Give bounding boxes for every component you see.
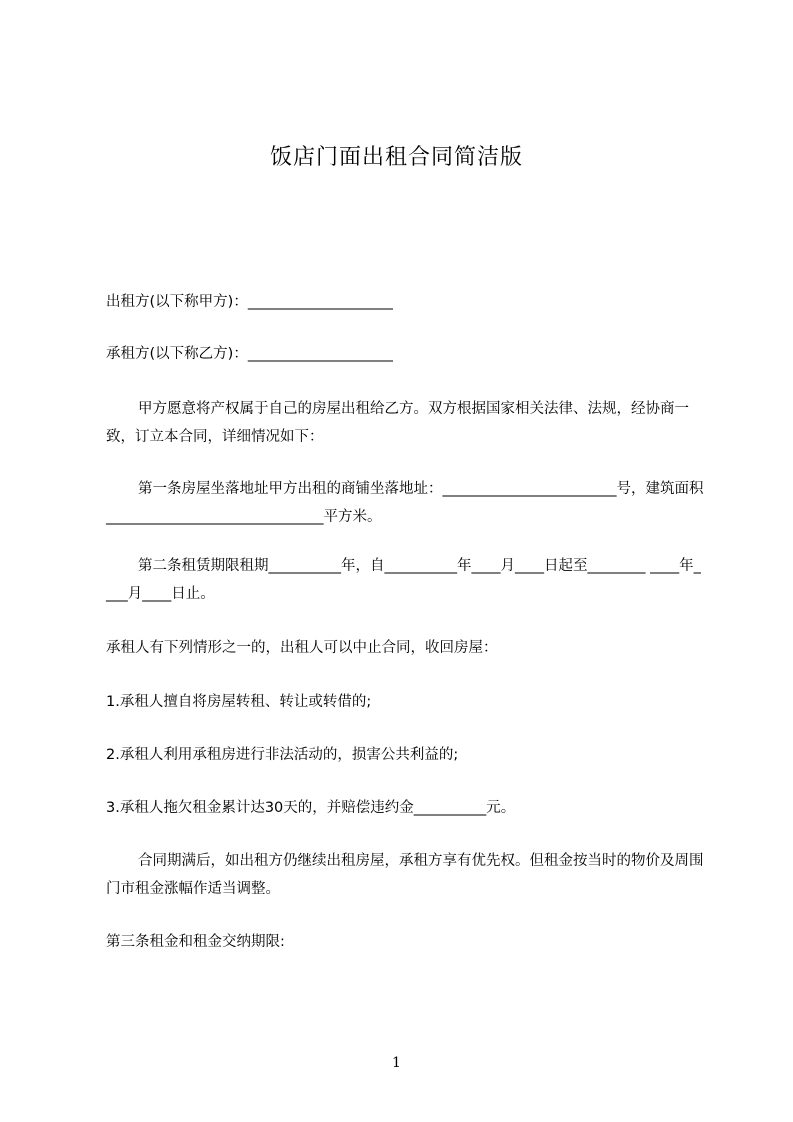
termination-item-3: 3.承租人拖欠租金累计达30天的，并赔偿违约金__________元。 xyxy=(106,800,516,816)
page-number: 1 xyxy=(392,1055,401,1071)
article-1-paragraph: 第一条房屋坐落地址甲方出租的商铺坐落地址：________________________号，建筑面积______________________________平方米。 xyxy=(106,481,704,525)
document-title: 饭店门面出租合同简洁版 xyxy=(269,145,523,170)
intro-paragraph: 甲方愿意将产权属于自己的房屋出租给乙方。双方根据国家相关法律、法规，经协商一致，订立本合同，详细情况如下： xyxy=(106,401,689,445)
lessee-line: 承租方(以下称乙方)：____________________ xyxy=(106,346,393,362)
article-3-heading: 第三条租金和租金交纳期限: xyxy=(106,934,285,950)
termination-item-1: 1.承租人擅自将房屋转租、转让或转借的; xyxy=(106,694,372,710)
termination-intro: 承租人有下列情形之一的，出租人可以中止合同，收回房屋： xyxy=(106,640,498,656)
lessor-line: 出租方(以下称甲方)：____________________ xyxy=(106,294,393,310)
renewal-paragraph: 合同期满后，如出租方仍继续出租房屋，承租方享有优先权。但租金按当时的物价及周围门市租金涨幅作适当调整。 xyxy=(106,853,704,897)
termination-item-2: 2.承租人利用承租房进行非法活动的，损害公共利益的; xyxy=(106,747,459,763)
article-2-paragraph: 第二条租赁期限租期__________年，自__________年____月____日起至________ ____年____月____日止。 xyxy=(106,558,701,602)
